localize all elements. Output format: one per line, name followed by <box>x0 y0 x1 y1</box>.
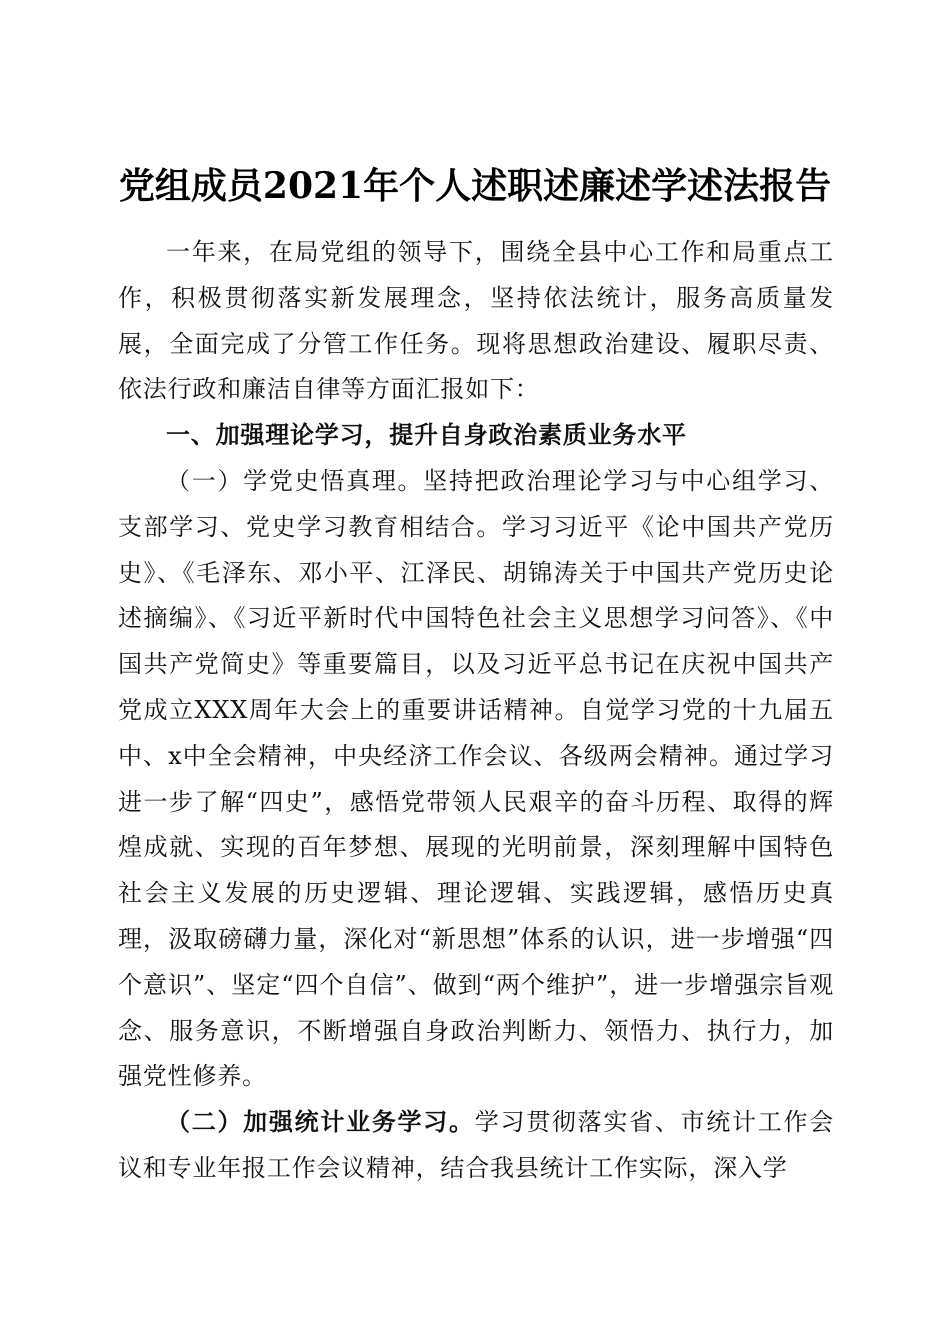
subsection-1-heading: （一）学党史悟真理。 <box>166 466 424 495</box>
subsection-2-paragraph <box>118 1100 834 1192</box>
intro-paragraph: 一年来，在局党组的领导下，围绕全县中心工作和局重点工作，积极贯彻落实新发展理念，坚持依法统计，服务高质量发展，全面完成了分管工作任务。现将思想政治建设、履职尽责、依法行政和廉洁自律等方面汇报如下： <box>118 238 834 404</box>
document-body <box>118 230 834 1192</box>
subsection-2-heading: （二）加强统计业务学习。 <box>166 1108 475 1137</box>
subsection-1-paragraph <box>118 459 834 1100</box>
document-title: 党组成员2021年个人述职述廉述学述法报告 <box>118 165 832 208</box>
subsection-1-text: 坚持把政治理论学习与中心组学习、支部学习、党史学习教育相结合。学习习近平《论中国共产党历史》、《毛泽东、邓小平、江泽民、胡锦涛关于中国共产党历史论述摘编》、《习近平新时代中国特色社会主义思想学习问答》、《中国共产党简史》等重要篇目，以及习近平总书记在庆祝中国共产党成立XXX周年大会上的重要讲话精神。自觉学习党的十九届五中、x中全会精神，中央经济工作会议、各级两会精神。通过学习进一步了解“四史”，感悟党带领人民艰辛的奋斗历程、取得的辉煌成就、实现的百年梦想、展现的光明前景，深刻理解中国特色社会主义发展的历史逻辑、理论逻辑、实践逻辑，感悟历史真理，汲取磅礴力量，深化对“新思想”体系的认识，进一步增强“四个意识”、坚定“四个自信”、做到“两个维护”，进一步增强宗旨观念、服务意识，不断增强自身政治判断力、领悟力、执行力，加强党性修养。 <box>118 466 834 1091</box>
subsection-2-text: 学习贯彻落实省、市统计工作会议和专业年报工作会议精神，结合我县统计工作实际，深入学 <box>118 1108 834 1182</box>
section-1-heading: 一、加强理论学习，提升自身政治素质业务水平 <box>166 421 687 450</box>
